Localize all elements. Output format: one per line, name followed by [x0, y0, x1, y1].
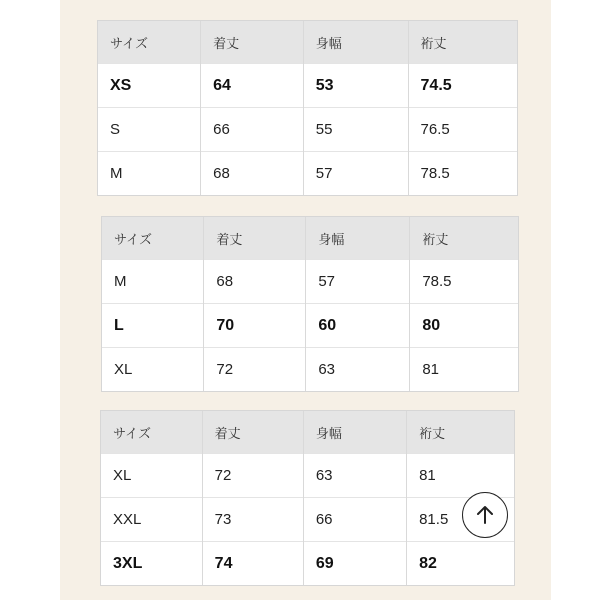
- table-row: [101, 542, 514, 586]
- header-chest-width: 身幅: [303, 411, 406, 454]
- table-row: [102, 348, 518, 392]
- cell-sleeve-length: 78.5: [410, 260, 518, 304]
- header-size: サイズ: [101, 411, 202, 454]
- cell-size: XS: [98, 64, 201, 108]
- cell-size: S: [98, 108, 201, 152]
- cell-size: M: [102, 260, 204, 304]
- table-row: [98, 64, 517, 108]
- cell-chest-width: 69: [303, 542, 406, 586]
- table-row: [101, 454, 514, 498]
- table-row: [98, 152, 517, 196]
- cell-size: XL: [101, 454, 202, 498]
- size-table-2: [102, 217, 518, 391]
- header-size: サイズ: [98, 21, 201, 64]
- table-row: [102, 260, 518, 304]
- cell-size: M: [98, 152, 201, 196]
- cell-length: 72: [204, 348, 306, 392]
- cell-size: XL: [102, 348, 204, 392]
- cell-length: 64: [201, 64, 304, 108]
- table-header-row: [102, 217, 518, 260]
- header-sleeve-length: 裄丈: [410, 217, 518, 260]
- header-chest-width: 身幅: [303, 21, 408, 64]
- cell-sleeve-length: 82: [407, 542, 514, 586]
- table-row: [98, 108, 517, 152]
- header-length: 着丈: [202, 411, 303, 454]
- cell-size: XXL: [101, 498, 202, 542]
- cell-size: 3XL: [101, 542, 202, 586]
- scroll-to-top-button[interactable]: [462, 492, 508, 538]
- cell-length: 70: [204, 304, 306, 348]
- cell-chest-width: 57: [306, 260, 410, 304]
- table-row: [102, 304, 518, 348]
- cell-length: 74: [202, 542, 303, 586]
- header-sleeve-length: 裄丈: [408, 21, 517, 64]
- cell-sleeve-length: 78.5: [408, 152, 517, 196]
- cell-sleeve-length: 81: [410, 348, 518, 392]
- cell-chest-width: 53: [303, 64, 408, 108]
- cell-size: L: [102, 304, 204, 348]
- cell-sleeve-length: 74.5: [408, 64, 517, 108]
- cell-sleeve-length: 81: [407, 454, 514, 498]
- cell-chest-width: 60: [306, 304, 410, 348]
- header-size: サイズ: [102, 217, 204, 260]
- cell-length: 73: [202, 498, 303, 542]
- cell-sleeve-length: 76.5: [408, 108, 517, 152]
- cell-chest-width: 55: [303, 108, 408, 152]
- cell-length: 72: [202, 454, 303, 498]
- header-sleeve-length: 裄丈: [407, 411, 514, 454]
- cell-sleeve-length: 80: [410, 304, 518, 348]
- arrow-up-icon: [474, 504, 496, 526]
- table-header-row: [98, 21, 517, 64]
- cell-chest-width: 63: [306, 348, 410, 392]
- cell-sleeve-length: 81.5: [407, 498, 514, 542]
- cell-length: 66: [201, 108, 304, 152]
- cell-chest-width: 66: [303, 498, 406, 542]
- header-chest-width: 身幅: [306, 217, 410, 260]
- table-header-row: [101, 411, 514, 454]
- cell-length: 68: [201, 152, 304, 196]
- size-table-3: [101, 411, 514, 585]
- header-length: 着丈: [204, 217, 306, 260]
- cell-chest-width: 63: [303, 454, 406, 498]
- table-row: [101, 498, 514, 542]
- cell-length: 68: [204, 260, 306, 304]
- header-length: 着丈: [201, 21, 304, 64]
- cell-chest-width: 57: [303, 152, 408, 196]
- size-table-1: [98, 21, 517, 195]
